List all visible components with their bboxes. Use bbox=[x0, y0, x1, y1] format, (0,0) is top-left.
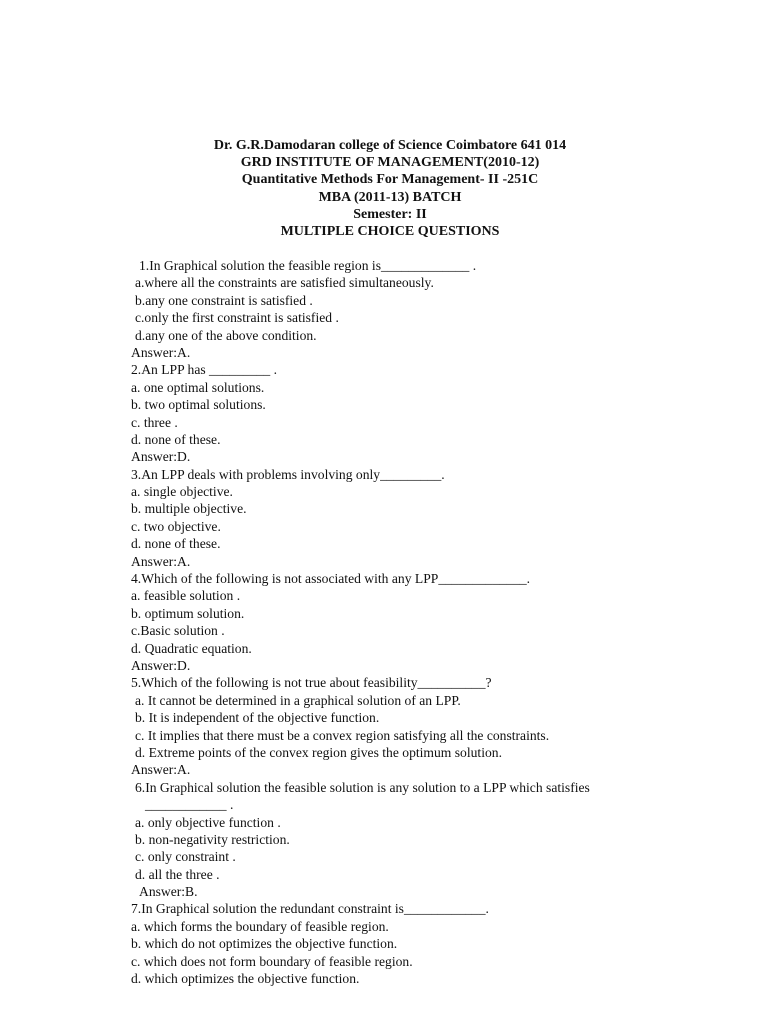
question-3-answer: Answer:A. bbox=[131, 553, 191, 569]
question-1-option-a: a.where all the constraints are satisfied simultaneously. bbox=[135, 275, 434, 291]
institute-name: GRD INSTITUTE OF MANAGEMENT(2010-12) bbox=[240, 155, 540, 171]
question-7: 7.In Graphical solution the redundant constraint is____________. bbox=[131, 901, 489, 917]
question-4-option-a: a. feasible solution . bbox=[131, 588, 241, 604]
question-5-option-a: a. It cannot be determined in a graphical solution of an LPP. bbox=[135, 692, 461, 708]
question-3: 3.An LPP deals with problems involving only_________. bbox=[131, 466, 445, 482]
question-4-option-d: d. Quadratic equation. bbox=[131, 640, 252, 656]
question-7-option-d: d. which optimizes the objective function. bbox=[131, 971, 360, 987]
question-6: 6.In Graphical solution the feasible solution is any solution to a LPP which satisfies bbox=[135, 779, 590, 795]
question-4-option-b: b. optimum solution. bbox=[131, 605, 245, 621]
question-4: 4.Which of the following is not associated with any LPP_____________. bbox=[131, 571, 531, 587]
question-2-option-d: d. none of these. bbox=[131, 431, 221, 447]
question-6-option-d: d. all the three . bbox=[135, 866, 220, 882]
question-list bbox=[131, 257, 751, 987]
question-7-option-c: c. which does not form boundary of feasible region. bbox=[131, 953, 413, 969]
question-6-option-c: c. only constraint . bbox=[135, 849, 236, 865]
question-3-option-d: d. none of these. bbox=[131, 536, 221, 552]
question-2-answer: Answer:D. bbox=[131, 449, 191, 465]
question-6-continuation: ____________ . bbox=[145, 797, 234, 813]
question-1-option-c: c.only the first constraint is satisfied . bbox=[135, 310, 339, 326]
batch-label: MBA (2011-13) BATCH bbox=[318, 189, 462, 205]
question-7-option-b: b. which do not optimizes the objective function. bbox=[131, 936, 398, 952]
question-6-option-a: a. only objective function . bbox=[135, 814, 281, 830]
question-3-option-a: a. single objective. bbox=[131, 484, 233, 500]
question-1: 1.In Graphical solution the feasible region is_____________ . bbox=[139, 258, 477, 273]
semester-label: Semester: II bbox=[353, 206, 427, 222]
section-title: MULTIPLE CHOICE QUESTIONS bbox=[280, 224, 500, 240]
question-6-option-b: b. non-negativity restriction. bbox=[135, 831, 290, 847]
question-5: 5.Which of the following is not true about feasibility__________? bbox=[131, 675, 492, 691]
question-2-option-b: b. two optimal solutions. bbox=[131, 397, 266, 413]
question-4-answer: Answer:D. bbox=[131, 657, 191, 673]
course-title: Quantitative Methods For Management- II -251C bbox=[241, 172, 539, 188]
question-5-option-d: d. Extreme points of the convex region gives the optimum solution. bbox=[135, 744, 502, 760]
document-header bbox=[0, 137, 768, 240]
question-1-option-b: b.any one constraint is satisfied . bbox=[135, 292, 313, 308]
question-7-option-a: a. which forms the boundary of feasible region. bbox=[131, 918, 389, 934]
question-4-option-c: c.Basic solution . bbox=[131, 623, 225, 639]
question-3-option-c: c. two objective. bbox=[131, 518, 221, 534]
question-5-answer: Answer:A. bbox=[131, 762, 191, 778]
question-5-option-c: c. It implies that there must be a convex region satisfying all the constraints. bbox=[135, 727, 550, 743]
question-2-option-c: c. three . bbox=[131, 414, 178, 430]
question-2-option-a: a. one optimal solutions. bbox=[131, 379, 265, 395]
question-2: 2.An LPP has _________ . bbox=[131, 362, 278, 378]
question-5-option-b: b. It is independent of the objective function. bbox=[135, 710, 380, 726]
college-name: Dr. G.R.Damodaran college of Science Coimbatore 641 014 bbox=[213, 138, 567, 153]
question-6-answer: Answer:B. bbox=[139, 884, 198, 900]
question-1-answer: Answer:A. bbox=[131, 344, 191, 360]
question-3-option-b: b. multiple objective. bbox=[131, 501, 247, 517]
question-1-option-d: d.any one of the above condition. bbox=[135, 327, 317, 343]
